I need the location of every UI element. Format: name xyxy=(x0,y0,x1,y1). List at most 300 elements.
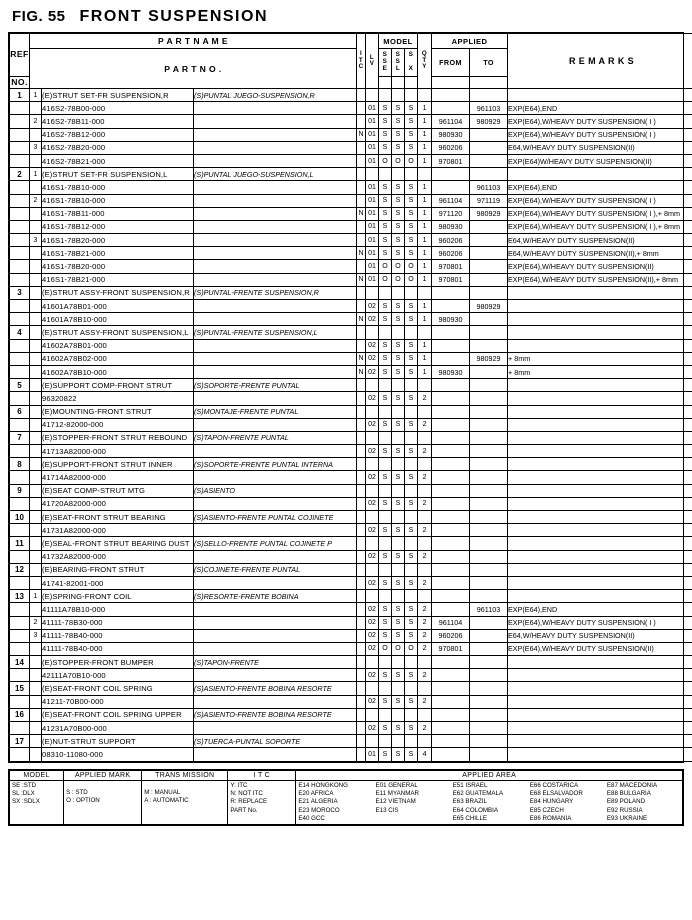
header-qty: Q T Y xyxy=(418,34,432,89)
cell-itc xyxy=(357,603,366,616)
cell-model-sse xyxy=(379,682,392,695)
cell-applied-to xyxy=(470,168,508,181)
legend-area-item: E87 MACEDONIA xyxy=(606,781,658,789)
cell-model-sse xyxy=(379,89,392,102)
cell-part-name-es xyxy=(194,445,357,458)
cell-applied-from xyxy=(432,603,470,616)
cell-model-sse: O xyxy=(379,260,392,273)
cell-itc xyxy=(357,220,366,233)
cell-part-name: (E)STRUT SET-FR SUSPENSION,L xyxy=(42,168,194,181)
cell-qty: 1 xyxy=(418,352,432,365)
cell-applied-from: 980930 xyxy=(432,128,470,141)
header-model-sx: S X xyxy=(405,49,418,77)
cell-model-sx xyxy=(405,89,418,102)
legend-header-applied-mark: APPLIED MARK xyxy=(64,770,142,780)
legend-area-column xyxy=(530,782,603,824)
cell-applied-from xyxy=(432,431,470,444)
header-remarks: R E M A R K S xyxy=(508,34,692,89)
cell-model-sx xyxy=(405,326,418,339)
cell-itc: N xyxy=(357,352,366,365)
legend-area-item: E64 COLOMBIA xyxy=(452,806,499,814)
header-ref-no xyxy=(10,34,30,77)
cell-sub-no xyxy=(30,128,42,141)
cell-part-name-es: (S)TAPON-FRENTE PUNTAL xyxy=(194,431,357,444)
cell-part-name: (E)BEARING-FRONT STRUT xyxy=(42,563,194,576)
cell-applied-to xyxy=(470,484,508,497)
cell-model-sse: S xyxy=(379,313,392,326)
cell-part-name: 41713A82000-000 xyxy=(42,445,194,458)
cell-qty xyxy=(418,484,432,497)
cell-qty xyxy=(418,168,432,181)
cell-sub-no xyxy=(30,300,42,313)
cell-applied-from xyxy=(432,445,470,458)
table-row xyxy=(10,207,692,220)
cell-applied-from xyxy=(432,458,470,471)
cell-model-sse: O xyxy=(379,273,392,286)
cell-qty: 2 xyxy=(418,392,432,405)
cell-part-name-es xyxy=(194,669,357,682)
header-model-ssl-2 xyxy=(392,77,405,89)
cell-sub-no xyxy=(30,181,42,194)
cell-applied-to: 971119 xyxy=(470,194,508,207)
cell-ref-no xyxy=(10,392,30,405)
cell-applied-from xyxy=(432,102,470,115)
cell-applied-from: 960206 xyxy=(432,234,470,247)
header-part-no: P A R T N O . xyxy=(30,49,357,89)
cell-part-name-es xyxy=(194,603,357,616)
cell-applied-to xyxy=(470,365,508,378)
cell-ref-no xyxy=(10,207,30,220)
cell-qty: 1 xyxy=(418,154,432,167)
cell-model-sse: S xyxy=(379,695,392,708)
cell-sub-no xyxy=(30,313,42,326)
header-model-sse: S S E xyxy=(379,49,392,77)
cell-part-name: 41602A78B10-000 xyxy=(42,365,194,378)
cell-model-sse xyxy=(379,563,392,576)
cell-qty: 1 xyxy=(418,102,432,115)
table-row xyxy=(10,115,692,128)
cell-model-sse: S xyxy=(379,524,392,537)
table-row xyxy=(10,576,692,589)
cell-qty: 1 xyxy=(418,247,432,260)
cell-model-ssl: S xyxy=(392,128,405,141)
cell-lv: 02 xyxy=(366,524,379,537)
cell-ref-no xyxy=(10,603,30,616)
cell-part-name: 41211-70B00-000 xyxy=(42,695,194,708)
legend-header-applied-area: APPLIED AREA xyxy=(296,770,683,780)
cell-model-sx: S xyxy=(405,115,418,128)
cell-model-sse: S xyxy=(379,352,392,365)
cell-part-name-es: (S)SOPORTE-FRENTE PUNTAL INTERNA xyxy=(194,458,357,471)
cell-ref-no xyxy=(10,339,30,352)
cell-remarks: EXP(E64),W/HEAVY DUTY SUSPENSION(II) xyxy=(508,260,692,273)
cell-model-sse xyxy=(379,431,392,444)
cell-model-sx: S xyxy=(405,748,418,761)
cell-ref-no xyxy=(10,695,30,708)
cell-model-sse: S xyxy=(379,365,392,378)
cell-applied-from: 970801 xyxy=(432,260,470,273)
cell-itc xyxy=(357,576,366,589)
cell-qty: 2 xyxy=(418,418,432,431)
cell-itc xyxy=(357,392,366,405)
cell-lv: 02 xyxy=(366,313,379,326)
cell-part-name-es xyxy=(194,154,357,167)
legend-area-item: E01 GENERAL xyxy=(375,781,418,789)
cell-ref-no: 12 xyxy=(10,563,30,576)
cell-part-name-es: (S)ASIENTO xyxy=(194,484,357,497)
cell-remarks xyxy=(508,682,692,695)
cell-model-sse: S xyxy=(379,616,392,629)
cell-model-sx: S xyxy=(405,220,418,233)
cell-remarks: E64,W/HEAVY DUTY SUSPENSION(II) xyxy=(508,234,692,247)
cell-lv xyxy=(366,379,379,392)
cell-model-sx: S xyxy=(405,194,418,207)
cell-qty: 2 xyxy=(418,445,432,458)
cell-model-sx xyxy=(405,708,418,721)
cell-model-ssl: S xyxy=(392,524,405,537)
cell-part-name-es xyxy=(194,207,357,220)
table-row xyxy=(10,656,692,669)
table-row xyxy=(10,722,692,735)
cell-itc xyxy=(357,563,366,576)
cell-lv: 02 xyxy=(366,471,379,484)
cell-sub-no xyxy=(30,220,42,233)
cell-model-sse xyxy=(379,484,392,497)
cell-model-ssl xyxy=(392,708,405,721)
cell-model-ssl: S xyxy=(392,313,405,326)
legend-area-item: E93 UKRAINE xyxy=(606,815,648,822)
cell-applied-from: 980930 xyxy=(432,220,470,233)
cell-model-sx: S xyxy=(405,339,418,352)
table-row xyxy=(10,431,692,444)
cell-model-sse: S xyxy=(379,339,392,352)
cell-model-ssl xyxy=(392,379,405,392)
cell-model-sx: S xyxy=(405,603,418,616)
cell-applied-to xyxy=(470,511,508,524)
legend-area-item: E65 CHILLE xyxy=(452,815,488,822)
table-row xyxy=(10,735,692,748)
cell-model-ssl xyxy=(392,563,405,576)
cell-qty xyxy=(418,458,432,471)
cell-model-ssl: S xyxy=(392,576,405,589)
cell-remarks: EXP(E64)W/HEAVY DUTY SUSPENSION(II) xyxy=(508,154,692,167)
table-row xyxy=(10,550,692,563)
cell-qty xyxy=(418,286,432,299)
cell-sub-no xyxy=(30,722,42,735)
cell-part-name-es xyxy=(194,576,357,589)
legend-applied-mark-list xyxy=(64,780,142,825)
cell-applied-to xyxy=(470,590,508,603)
cell-model-ssl: S xyxy=(392,365,405,378)
cell-sub-no xyxy=(30,418,42,431)
table-row xyxy=(10,194,692,207)
cell-part-name-es xyxy=(194,300,357,313)
cell-model-ssl xyxy=(392,405,405,418)
cell-applied-from: 980930 xyxy=(432,313,470,326)
cell-qty: 1 xyxy=(418,115,432,128)
cell-qty: 1 xyxy=(418,273,432,286)
cell-model-ssl xyxy=(392,458,405,471)
cell-applied-to xyxy=(470,722,508,735)
legend-header-itc: I T C xyxy=(228,770,296,780)
cell-sub-no: 3 xyxy=(30,141,42,154)
cell-lv xyxy=(366,537,379,550)
cell-lv: 02 xyxy=(366,352,379,365)
cell-applied-from xyxy=(432,379,470,392)
cell-itc xyxy=(357,708,366,721)
cell-part-name: (E)SUPPORT COMP-FRONT STRUT xyxy=(42,379,194,392)
cell-remarks: E64,W/HEAVY DUTY SUSPENSION(II),+ 8mm xyxy=(508,247,692,260)
cell-remarks xyxy=(508,722,692,735)
cell-model-ssl: S xyxy=(392,300,405,313)
parts-table xyxy=(9,33,692,762)
cell-qty: 1 xyxy=(418,313,432,326)
cell-ref-no: 7 xyxy=(10,431,30,444)
cell-itc xyxy=(357,379,366,392)
table-row xyxy=(10,89,692,102)
cell-model-ssl: S xyxy=(392,629,405,642)
cell-applied-from: 970801 xyxy=(432,154,470,167)
cell-lv xyxy=(366,89,379,102)
cell-applied-from xyxy=(432,89,470,102)
cell-part-name-es xyxy=(194,365,357,378)
cell-ref-no xyxy=(10,234,30,247)
cell-applied-to xyxy=(470,669,508,682)
cell-qty: 1 xyxy=(418,300,432,313)
cell-applied-to xyxy=(470,339,508,352)
table-row xyxy=(10,682,692,695)
cell-model-sse: S xyxy=(379,181,392,194)
cell-model-sx: S xyxy=(405,313,418,326)
cell-applied-to xyxy=(470,326,508,339)
cell-applied-from: 970801 xyxy=(432,642,470,655)
cell-remarks: + 8mm xyxy=(508,352,692,365)
cell-sub-no xyxy=(30,102,42,115)
cell-applied-to: 980929 xyxy=(470,352,508,365)
cell-qty: 2 xyxy=(418,550,432,563)
cell-model-ssl: S xyxy=(392,102,405,115)
cell-sub-no: 1 xyxy=(30,168,42,181)
cell-lv: 01 xyxy=(366,260,379,273)
cell-itc xyxy=(357,695,366,708)
cell-part-name: 416S2-78B20-000 xyxy=(42,141,194,154)
cell-model-ssl: S xyxy=(392,247,405,260)
cell-qty xyxy=(418,708,432,721)
cell-remarks xyxy=(508,735,692,748)
cell-sub-no xyxy=(30,365,42,378)
cell-model-ssl: S xyxy=(392,207,405,220)
cell-lv xyxy=(366,511,379,524)
cell-lv: 02 xyxy=(366,550,379,563)
cell-remarks xyxy=(508,576,692,589)
cell-model-ssl: S xyxy=(392,418,405,431)
cell-remarks xyxy=(508,748,692,761)
table-row xyxy=(10,313,692,326)
cell-applied-to xyxy=(470,247,508,260)
cell-part-name: 416S1-78B10-000 xyxy=(42,181,194,194)
cell-qty: 2 xyxy=(418,603,432,616)
cell-model-ssl: S xyxy=(392,616,405,629)
cell-applied-from xyxy=(432,735,470,748)
cell-model-sx: S xyxy=(405,234,418,247)
legend-box xyxy=(8,769,684,827)
cell-qty: 1 xyxy=(418,260,432,273)
cell-applied-from: 960206 xyxy=(432,247,470,260)
cell-model-ssl: S xyxy=(392,497,405,510)
cell-qty: 2 xyxy=(418,471,432,484)
cell-sub-no: 2 xyxy=(30,194,42,207)
cell-lv: 02 xyxy=(366,722,379,735)
cell-itc xyxy=(357,458,366,471)
cell-applied-from xyxy=(432,418,470,431)
cell-applied-to xyxy=(470,458,508,471)
cell-part-name-es xyxy=(194,418,357,431)
cell-model-sse xyxy=(379,405,392,418)
cell-model-sse: S xyxy=(379,445,392,458)
cell-part-name: 41714A82000-000 xyxy=(42,471,194,484)
cell-part-name-es xyxy=(194,260,357,273)
cell-applied-to xyxy=(470,471,508,484)
legend-area-item: E11 MYANMAR xyxy=(375,789,419,797)
cell-applied-from: 961104 xyxy=(432,115,470,128)
table-row xyxy=(10,260,692,273)
cell-qty: 1 xyxy=(418,365,432,378)
cell-model-sx xyxy=(405,431,418,444)
cell-sub-no xyxy=(30,458,42,471)
cell-remarks xyxy=(508,392,692,405)
table-row xyxy=(10,339,692,352)
table-row xyxy=(10,247,692,260)
cell-itc xyxy=(357,181,366,194)
cell-ref-no xyxy=(10,629,30,642)
table-row xyxy=(10,418,692,431)
cell-lv: 02 xyxy=(366,603,379,616)
cell-itc xyxy=(357,642,366,655)
cell-itc xyxy=(357,154,366,167)
cell-itc xyxy=(357,471,366,484)
cell-part-name: 41602A78B02-000 xyxy=(42,352,194,365)
cell-ref-no xyxy=(10,748,30,761)
cell-itc xyxy=(357,524,366,537)
cell-part-name-es: (S)PUNTAL JUEGO-SUSPENSION,L xyxy=(194,168,357,181)
cell-ref-no xyxy=(10,365,30,378)
legend-model-list xyxy=(10,780,64,825)
cell-ref-no: 16 xyxy=(10,708,30,721)
cell-qty: 2 xyxy=(418,576,432,589)
cell-model-ssl: S xyxy=(392,234,405,247)
cell-part-name-es: (S)SOPORTE-FRENTE PUNTAL xyxy=(194,379,357,392)
legend-table xyxy=(9,770,683,826)
cell-remarks: EXP(E64),END xyxy=(508,603,692,616)
cell-remarks xyxy=(508,590,692,603)
cell-sub-no xyxy=(30,392,42,405)
cell-model-sse: S xyxy=(379,722,392,735)
cell-itc xyxy=(357,748,366,761)
cell-remarks xyxy=(508,550,692,563)
cell-part-name: 41732A82000-000 xyxy=(42,550,194,563)
cell-part-name-es: (S)SELLO-FRENTE PUNTAL COJINETE P xyxy=(194,537,357,550)
cell-remarks xyxy=(508,286,692,299)
cell-remarks: EXP(E64),END xyxy=(508,181,692,194)
cell-model-ssl: S xyxy=(392,471,405,484)
cell-part-name: (E)STRUT ASSY-FRONT SUSPENSION,R xyxy=(42,286,194,299)
cell-model-ssl xyxy=(392,286,405,299)
cell-lv: 01 xyxy=(366,234,379,247)
cell-itc xyxy=(357,590,366,603)
cell-itc xyxy=(357,497,366,510)
cell-applied-from xyxy=(432,471,470,484)
cell-lv xyxy=(366,484,379,497)
cell-part-name-es: (S)PUNTAL-FRENTE SUSPENSION,L xyxy=(194,326,357,339)
cell-model-sx: S xyxy=(405,445,418,458)
legend-area-item: E85 CZECH xyxy=(529,806,564,814)
cell-model-sse xyxy=(379,590,392,603)
cell-applied-to: 980929 xyxy=(470,115,508,128)
cell-model-sx xyxy=(405,537,418,550)
cell-qty xyxy=(418,590,432,603)
cell-model-sse: S xyxy=(379,392,392,405)
cell-ref-no xyxy=(10,550,30,563)
cell-applied-from xyxy=(432,563,470,576)
cell-model-sse: S xyxy=(379,669,392,682)
cell-itc xyxy=(357,511,366,524)
cell-part-name: 416S2-78B12-000 xyxy=(42,128,194,141)
cell-applied-from: 970801 xyxy=(432,273,470,286)
cell-ref-no xyxy=(10,128,30,141)
table-row xyxy=(10,458,692,471)
cell-itc: N xyxy=(357,247,366,260)
cell-part-name: (E)SEAT-FRONT STRUT BEARING xyxy=(42,511,194,524)
cell-part-name-es xyxy=(194,392,357,405)
cell-qty: 2 xyxy=(418,642,432,655)
table-row xyxy=(10,603,692,616)
cell-model-sse: S xyxy=(379,207,392,220)
cell-model-ssl: O xyxy=(392,642,405,655)
cell-sub-no xyxy=(30,550,42,563)
cell-lv: 02 xyxy=(366,497,379,510)
cell-part-name: (E)SEAT COMP-STRUT MTG xyxy=(42,484,194,497)
cell-ref-no xyxy=(10,418,30,431)
cell-part-name: (E)SUPPORT-FRONT STRUT INNER xyxy=(42,458,194,471)
cell-applied-to: 961103 xyxy=(470,102,508,115)
cell-qty: 2 xyxy=(418,629,432,642)
cell-ref-no: 15 xyxy=(10,682,30,695)
cell-part-name: 416S1-78B21-000 xyxy=(42,247,194,260)
table-row xyxy=(10,220,692,233)
cell-ref-no: 13 xyxy=(10,590,30,603)
cell-applied-to: 980929 xyxy=(470,300,508,313)
cell-applied-to xyxy=(470,141,508,154)
cell-remarks xyxy=(508,484,692,497)
legend-itc-0: Y: ITC xyxy=(230,781,248,789)
cell-sub-no: 1 xyxy=(30,89,42,102)
table-row xyxy=(10,141,692,154)
cell-model-sse: S xyxy=(379,748,392,761)
cell-part-name-es: (S)ASIENTO-FRENTE BOBINA RESORTE xyxy=(194,708,357,721)
table-row xyxy=(10,392,692,405)
cell-part-name: 416S2-78B11-000 xyxy=(42,115,194,128)
header-model-ssl: S S L xyxy=(392,49,405,77)
legend-area-item: E89 POLAND xyxy=(606,798,646,806)
cell-model-sse: S xyxy=(379,102,392,115)
cell-remarks: EXP(E64),W/HEAVY DUTY SUSPENSION(II) xyxy=(508,642,692,655)
table-row xyxy=(10,708,692,721)
cell-lv: 01 xyxy=(366,102,379,115)
cell-model-sx: S xyxy=(405,392,418,405)
cell-lv: 01 xyxy=(366,128,379,141)
cell-part-name-es: (S)ASIENTO-FRENTE PUNTAL COJINETE xyxy=(194,511,357,524)
cell-itc xyxy=(357,234,366,247)
